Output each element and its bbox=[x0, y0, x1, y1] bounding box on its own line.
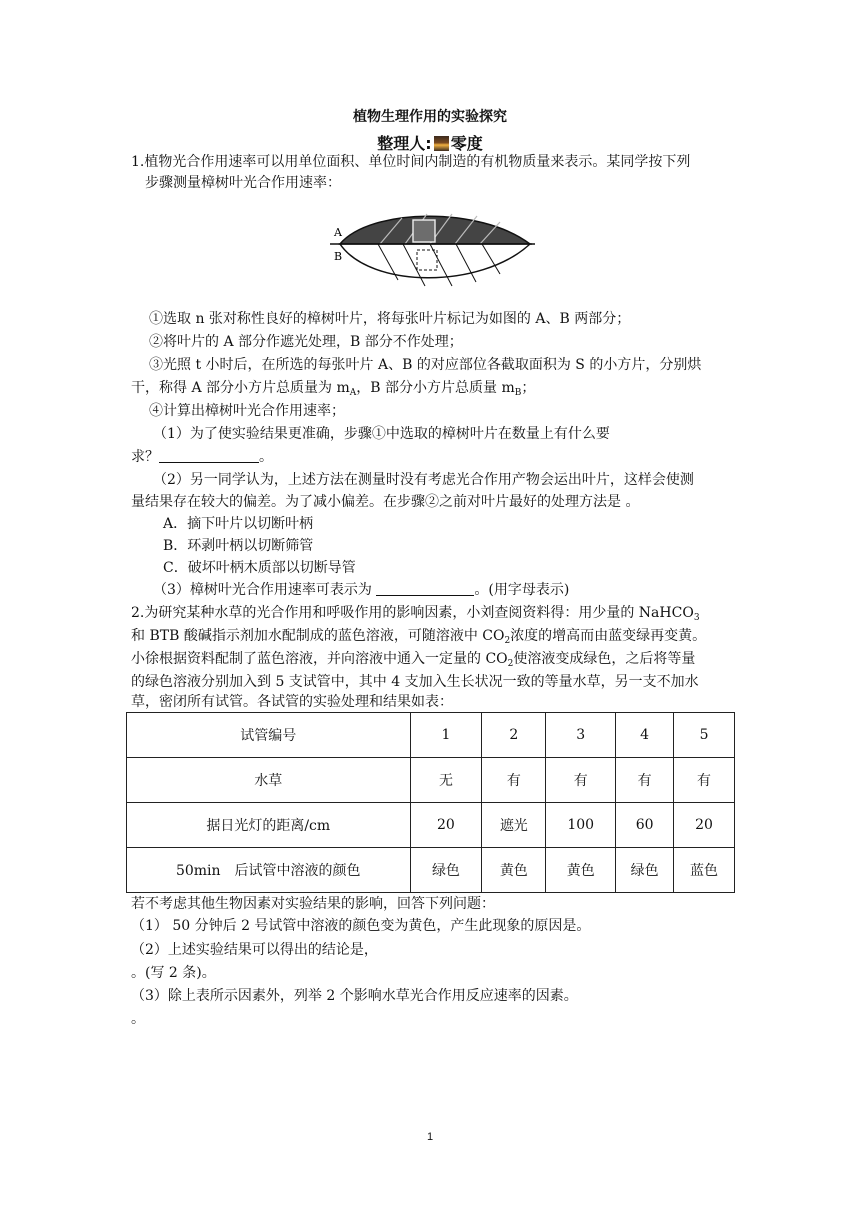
table-row bbox=[127, 758, 735, 803]
table-cell: 有 bbox=[482, 758, 546, 803]
compiler-label: 整理人: bbox=[377, 134, 432, 153]
q2-intro-line-5: 草，密闭所有试管。各试管的实验处理和结果如表： bbox=[131, 694, 453, 710]
sub1-text: 求？ bbox=[131, 449, 159, 465]
table-cell: 1 bbox=[410, 713, 482, 758]
results-table bbox=[126, 712, 735, 893]
table-cell: 有 bbox=[616, 758, 674, 803]
q1-step-2: ②将叶片的 A 部分作遮光处理，B 部分不作处理； bbox=[149, 334, 463, 350]
q2-intro-line-1 bbox=[131, 603, 700, 623]
table-cell: 绿色 bbox=[410, 848, 482, 893]
step3-text-b: ，B 部分小方片总质量 m bbox=[356, 380, 515, 396]
page-subtitle bbox=[0, 131, 860, 154]
q2-intro-line-2 bbox=[131, 626, 706, 646]
q1-sub2-line-1: （2）另一同学认为，上述方法在测量时没有考虑光合作用产物会运出叶片，这样会使测 bbox=[153, 472, 694, 488]
option-b: B．环剥叶柄以切断筛管 bbox=[163, 538, 314, 554]
page-title: 植物生理作用的实验探究 bbox=[353, 109, 507, 125]
co2-subscript-2: 2 bbox=[507, 659, 514, 669]
table-row bbox=[127, 803, 735, 848]
q1-sub3 bbox=[153, 580, 569, 600]
nahco3-subscript: 3 bbox=[693, 613, 700, 623]
co2-subscript-1: 2 bbox=[504, 636, 511, 646]
q2-intro-2-text-b: 浓度的增高而由蓝变绿再变黄。 bbox=[510, 628, 707, 644]
mass-b-subscript: B bbox=[514, 388, 522, 398]
mass-a-subscript: A bbox=[349, 388, 357, 398]
compiler-name: 零度 bbox=[450, 134, 483, 153]
table-row-header: 水草 bbox=[127, 758, 411, 803]
page-number: 1 bbox=[426, 1131, 434, 1143]
sub1-period: 。 bbox=[259, 449, 273, 465]
answer-blank-2 bbox=[376, 581, 474, 596]
table-cell: 绿色 bbox=[616, 848, 674, 893]
table-cell: 有 bbox=[546, 758, 616, 803]
q2-intro-3-text-b: 使溶液变成绿色，之后将等量 bbox=[513, 651, 696, 667]
label-b: B bbox=[334, 250, 343, 263]
q1-step-3-line-1: ③光照 t 小时后，在所选的每张叶片 A、B 的对应部位各截取面积为 S 的小方片，分别烘 bbox=[149, 357, 702, 373]
leaf-figure bbox=[330, 210, 535, 294]
table-cell: 有 bbox=[674, 758, 735, 803]
q1-step-1: ①选取 n 张对称性良好的樟树叶片，将每张叶片标记为如图的 A、B 两部分； bbox=[149, 311, 631, 327]
table-cell: 2 bbox=[482, 713, 546, 758]
q2-intro-2-text-a: 和 BTB 酸碱指示剂加水配制成的蓝色溶液，可随溶液中 CO bbox=[131, 628, 505, 644]
step3-text-c: ； bbox=[521, 380, 536, 396]
q1-intro-line-1: 1.植物光合作用速率可以用单位面积、单位时间内制造的有机物质量来表示。某同学按下列 bbox=[131, 154, 691, 170]
q2-after-3: （2）上述实验结果可以得出的结论是， bbox=[131, 942, 378, 958]
q2-after-2: （1） 50 分钟后 2 号试管中溶液的颜色变为黄色，产生此现象的原因是。 bbox=[131, 918, 591, 934]
q1-sub2-line-2: 量结果存在较大的偏差。为了减小偏差。在步骤②之前对叶片最好的处理方法是 。 bbox=[131, 494, 640, 510]
label-a: A bbox=[334, 226, 342, 239]
leaf-upper-half bbox=[340, 214, 530, 244]
table-cell: 4 bbox=[616, 713, 674, 758]
step3-text-a: 干，称得 A 部分小方片总质量为 m bbox=[131, 380, 350, 396]
q2-after-1: 若不考虑其他生物因素对实验结果的影响，回答下列问题： bbox=[131, 896, 495, 912]
table-cell: 3 bbox=[546, 713, 616, 758]
table-cell: 无 bbox=[410, 758, 482, 803]
answer-blank-1 bbox=[159, 448, 259, 463]
q1-step-4: ④计算出樟树叶光合作用速率； bbox=[149, 403, 345, 419]
table-row bbox=[127, 713, 735, 758]
q2-after-5: （3）除上表所示因素外，列举 2 个影响水草光合作用反应速率的因素。 bbox=[131, 988, 578, 1004]
leaf-lower-half bbox=[340, 244, 530, 286]
table-row-header: 试管编号 bbox=[127, 713, 411, 758]
option-a: A．摘下叶片以切断叶柄 bbox=[163, 516, 314, 532]
table-cell: 黄色 bbox=[546, 848, 616, 893]
q2-after-4: 。(写 2 条)。 bbox=[131, 965, 216, 981]
option-c: C．破坏叶柄木质部以切断导管 bbox=[163, 560, 356, 576]
table-cell: 黄色 bbox=[482, 848, 546, 893]
q1-sub1-line-2 bbox=[131, 447, 273, 467]
q2-intro-3-text-a: 小徐根据资料配制了蓝色溶液，并向溶液中通入一定量的 CO bbox=[131, 651, 508, 667]
sub3-text-b: 。(用字母表示) bbox=[474, 582, 570, 598]
table-row bbox=[127, 848, 735, 893]
table-cell: 60 bbox=[616, 803, 674, 848]
table-cell: 遮光 bbox=[482, 803, 546, 848]
table-row-header: 据日光灯的距离/cm bbox=[127, 803, 411, 848]
results-table-body bbox=[127, 713, 735, 893]
table-cell: 5 bbox=[674, 713, 735, 758]
q2-after-6: 。 bbox=[131, 1011, 145, 1027]
table-cell: 20 bbox=[410, 803, 482, 848]
q2-intro-line-4: 的绿色溶液分别加入到 5 支试管中，其中 4 支加入生长状况一致的等量水草，另一支不加水 bbox=[131, 674, 699, 690]
table-cell: 100 bbox=[546, 803, 616, 848]
q1-step-3-line-2 bbox=[131, 378, 535, 398]
sunset-icon bbox=[434, 136, 449, 151]
q1-intro-line-2: 步骤测量樟树叶光合作用速率： bbox=[145, 175, 341, 191]
table-cell: 20 bbox=[674, 803, 735, 848]
sub3-text-a: （3）樟树叶光合作用速率可表示为 bbox=[153, 582, 377, 598]
table-cell: 蓝色 bbox=[674, 848, 735, 893]
table-row-header: 50min 后试管中溶液的颜色 bbox=[127, 848, 411, 893]
q2-intro-1-text: 2.为研究某种水草的光合作用和呼吸作用的影响因素，小刘查阅资料得：用少量的 NaHCO bbox=[131, 605, 694, 621]
q2-intro-line-3 bbox=[131, 649, 695, 669]
q1-sub1-line-1: （1）为了使实验结果更准确，步骤①中选取的樟树叶片在数量上有什么要 bbox=[153, 426, 610, 442]
